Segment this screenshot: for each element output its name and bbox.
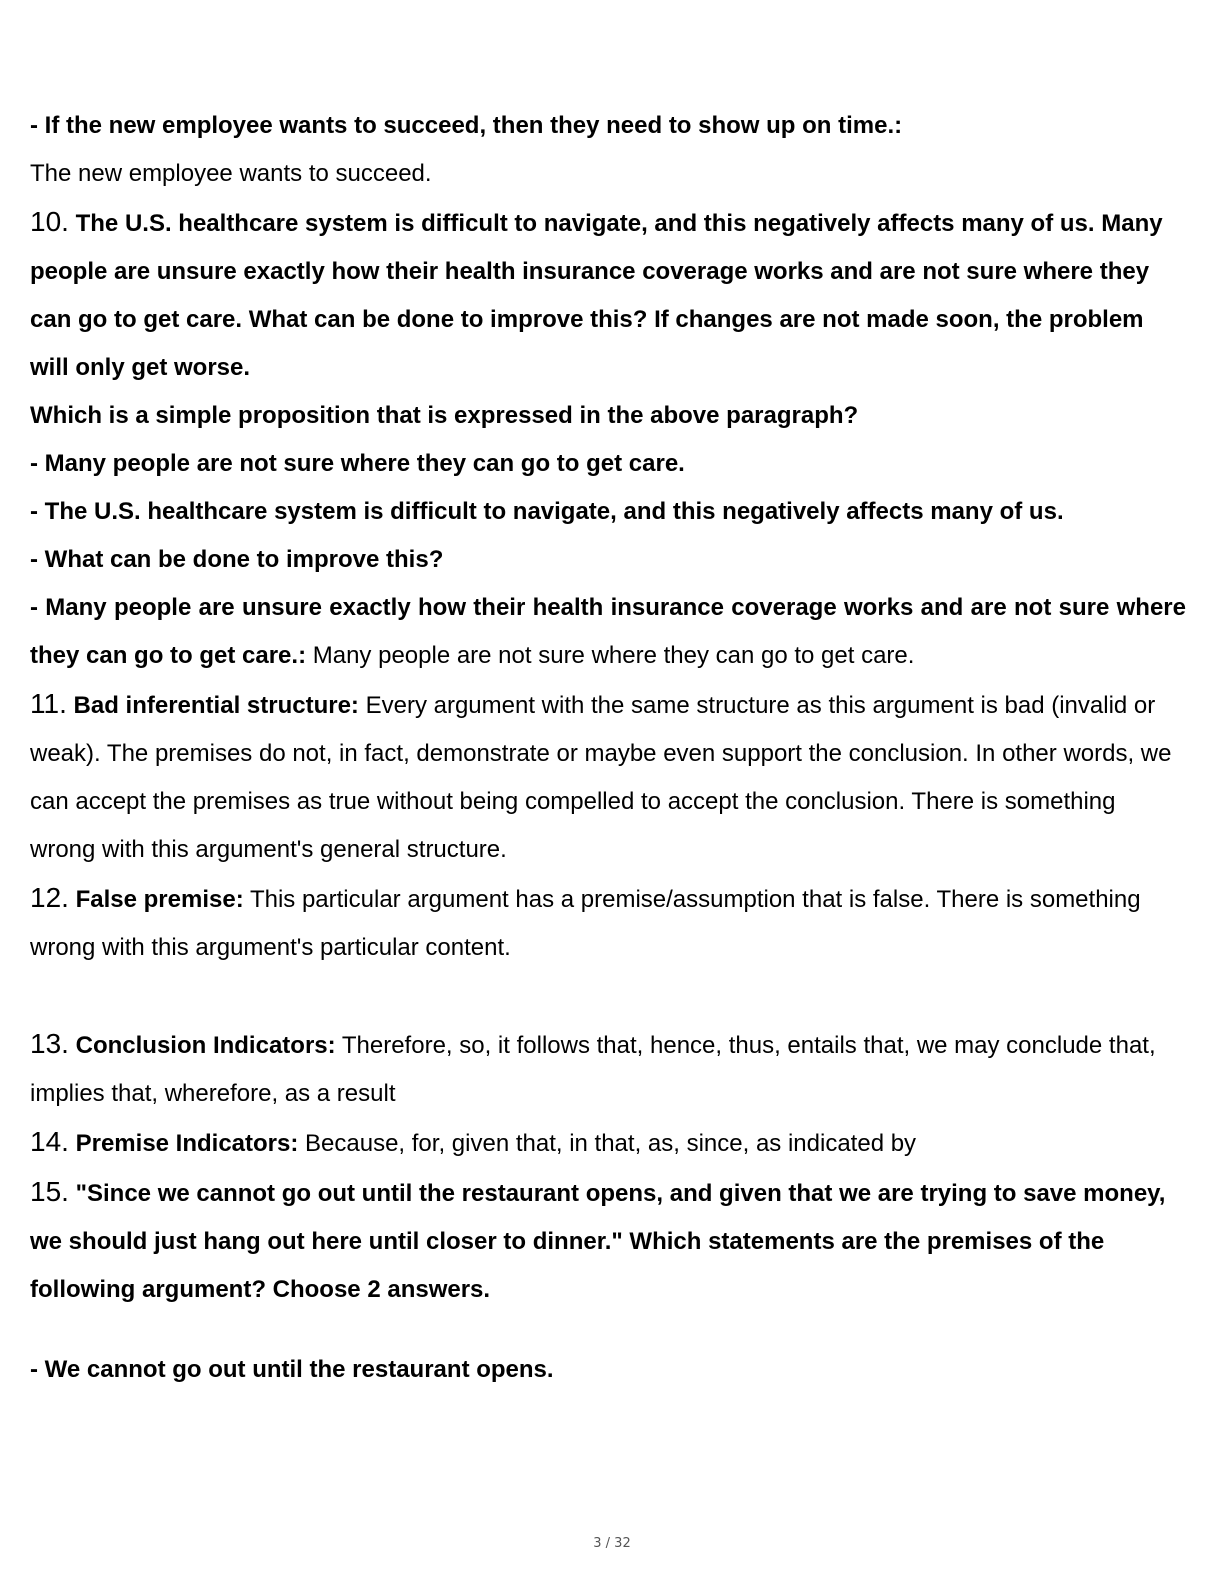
item12-definition xyxy=(30,874,1186,972)
item11-text: Every argument with the same structure as this argument is bad (invalid or weak). The premises do not, in fact, demonstrate or maybe even support the conclusion. In other words, we can accept the premises as true without being compelled to accept the conclusion. There is something wrong with this argument's general structure. xyxy=(30,692,1172,863)
item13-number: 13. xyxy=(30,1028,69,1059)
item15-question-text: "Since we cannot go out until the restaurant opens, and given that we are trying to save money, we should just hang out here until closer to dinner." Which statements are the premises of the following argument? Choose 2 answers. xyxy=(30,1180,1166,1303)
item14-text: Because, for, given that, in that, as, since, as indicated by xyxy=(305,1130,917,1157)
item13-definition xyxy=(30,1020,1186,1118)
item10-question xyxy=(30,198,1186,392)
item12-number: 12. xyxy=(30,882,69,913)
item12-text: This particular argument has a premise/assumption that is false. There is something wrong with this argument's particular content. xyxy=(30,886,1141,961)
item15-question xyxy=(30,1168,1186,1314)
item10-option-4 xyxy=(30,584,1186,680)
spacer xyxy=(30,1314,1186,1346)
item13-text: Therefore, so, it follows that, hence, thus, entails that, we may conclude that, implies that, wherefore, as a result xyxy=(30,1032,1156,1107)
item9-option: - If the new employee wants to succeed, then they need to show up on time.: xyxy=(30,112,903,139)
item11-definition xyxy=(30,680,1186,874)
item15-number: 15. xyxy=(30,1176,69,1207)
item11-number: 11. xyxy=(30,688,67,719)
item10-prompt: Which is a simple proposition that is expressed in the above paragraph? xyxy=(30,402,859,429)
item14-definition xyxy=(30,1118,1186,1168)
item10-option-1: - Many people are not sure where they can go to get care. xyxy=(30,450,685,477)
document-page xyxy=(30,102,1186,1394)
item10-option-3: - What can be done to improve this? xyxy=(30,546,444,573)
item9-answer: The new employee wants to succeed. xyxy=(30,160,432,187)
item11-term: Bad inferential structure: xyxy=(73,692,359,719)
item10-question-text: The U.S. healthcare system is difficult to navigate, and this negatively affects many of us. Many people are unsure exactly how their health insurance coverage works and are not sure where they can go to get care. What can be done to improve this? If changes are not made soon, the problem will only get worse. xyxy=(30,210,1163,381)
page-indicator: 3 / 32 xyxy=(593,1536,631,1551)
item10-option-2: - The U.S. healthcare system is difficult to navigate, and this negatively affects many of us. xyxy=(30,498,1064,525)
item10-answer: Many people are not sure where they can go to get care. xyxy=(312,642,915,669)
item10-option-4-text: - Many people are unsure exactly how their health insurance coverage works and are not sure where they can go to get care.: xyxy=(30,594,1186,669)
item15-option-1: - We cannot go out until the restaurant opens. xyxy=(30,1356,554,1383)
item13-term: Conclusion Indicators: xyxy=(75,1032,336,1059)
item14-term: Premise Indicators: xyxy=(75,1130,299,1157)
item12-term: False premise: xyxy=(75,886,244,913)
spacer xyxy=(30,972,1186,1020)
item10-number: 10. xyxy=(30,206,69,237)
item14-number: 14. xyxy=(30,1126,69,1157)
